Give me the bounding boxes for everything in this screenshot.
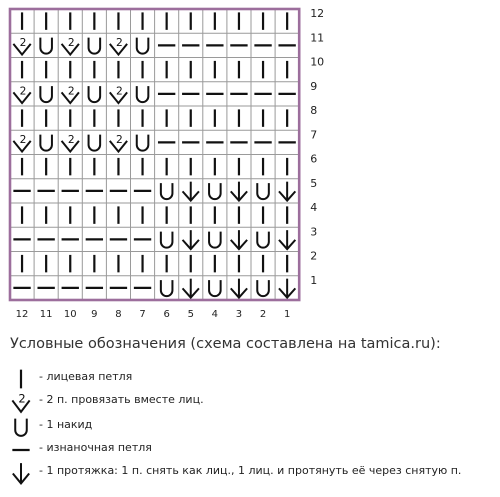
svg-text:2: 2 xyxy=(18,391,26,406)
stitch-skpo-symbol xyxy=(279,230,295,249)
column-number: 5 xyxy=(187,309,194,320)
row-number: 6 xyxy=(310,152,318,166)
column-number: 10 xyxy=(63,309,77,320)
stitch-yo-symbol xyxy=(40,38,52,54)
column-number: 4 xyxy=(211,309,219,320)
legend-item-k2tog xyxy=(9,389,499,411)
legend-item-label: - 1 накид xyxy=(39,418,93,431)
stitch-yo-symbol xyxy=(161,232,173,248)
column-number: 8 xyxy=(115,309,122,320)
stitch-yo-symbol xyxy=(137,135,149,151)
stitch-k2tog-symbol xyxy=(110,133,127,152)
column-number: 9 xyxy=(91,309,98,320)
legend-item-skpo xyxy=(9,460,499,482)
stitch-skpo-symbol xyxy=(231,230,247,249)
row-number: 10 xyxy=(310,55,325,69)
svg-text:2: 2 xyxy=(67,132,75,146)
stitch-skpo-symbol xyxy=(183,230,199,249)
row-number: 7 xyxy=(310,128,318,142)
legend-item-label: - 2 п. провязать вместе лиц. xyxy=(39,393,204,406)
stitch-yo-symbol xyxy=(209,232,221,248)
svg-text:2: 2 xyxy=(116,35,123,49)
row-number: 11 xyxy=(310,31,325,45)
chart-grid xyxy=(10,9,299,300)
stitch-k2tog-symbol xyxy=(110,36,127,55)
column-number: 1 xyxy=(283,309,291,320)
stitch-yo-symbol xyxy=(209,183,221,199)
stitch-yo-symbol xyxy=(257,280,269,296)
stitch-k2tog-symbol xyxy=(110,84,127,103)
row-number: 4 xyxy=(310,201,318,215)
stitch-yo-symbol xyxy=(89,86,101,102)
stitch-skpo-symbol xyxy=(183,182,199,201)
legend-item-label: - лицевая петля xyxy=(39,370,133,383)
row-number: 9 xyxy=(310,79,318,93)
column-number: 11 xyxy=(39,309,53,320)
svg-text:2: 2 xyxy=(67,84,75,98)
stitch-skpo-symbol xyxy=(279,182,295,201)
legend-title: Условные обозначения (схема составлена на tamica.ru): xyxy=(10,336,441,352)
stitch-yo-symbol xyxy=(40,86,52,102)
stitch-yo-symbol xyxy=(40,135,52,151)
legend-item-label: - 1 протяжка: 1 п. снять как лиц., 1 лиц. и протянуть её через снятую п. xyxy=(39,464,462,477)
stitch-k2tog-symbol xyxy=(62,133,79,152)
stitch-skpo-symbol xyxy=(183,279,199,298)
svg-text:2: 2 xyxy=(116,84,123,98)
row-number: 12 xyxy=(310,7,325,21)
stitch-yo-symbol xyxy=(137,38,149,54)
column-number: 12 xyxy=(15,309,29,320)
stitch-k2tog-symbol xyxy=(13,84,30,103)
stitch-yo-symbol xyxy=(257,232,269,248)
stitch-skpo-symbol xyxy=(231,279,247,298)
stitch-yo-symbol xyxy=(257,183,269,199)
column-number: 2 xyxy=(259,309,267,320)
svg-text:2: 2 xyxy=(67,35,75,49)
legend-item-yo xyxy=(9,414,499,436)
row-number: 5 xyxy=(310,176,318,190)
row-number: 1 xyxy=(310,273,318,287)
stitch-skpo-icon xyxy=(9,460,33,486)
stitch-skpo-symbol xyxy=(231,182,247,201)
stitch-skpo-symbol xyxy=(279,279,295,298)
column-number: 6 xyxy=(163,309,170,320)
column-number: 3 xyxy=(235,309,243,320)
stitch-k2tog-symbol xyxy=(62,36,79,55)
row-number: 3 xyxy=(310,225,318,239)
stitch-yo-symbol xyxy=(137,86,149,102)
svg-text:2: 2 xyxy=(19,84,27,98)
svg-text:2: 2 xyxy=(116,132,123,146)
column-number: 7 xyxy=(139,309,146,320)
stitch-yo-symbol xyxy=(161,280,173,296)
stitch-k2tog-symbol xyxy=(13,36,30,55)
svg-text:2: 2 xyxy=(19,35,27,49)
row-number: 2 xyxy=(310,249,318,263)
svg-text:2: 2 xyxy=(19,132,27,146)
stitch-yo-symbol xyxy=(89,38,101,54)
legend-item-purl xyxy=(9,437,499,459)
stitch-k2tog-icon xyxy=(9,389,33,415)
stitch-yo-symbol xyxy=(209,280,221,296)
stitch-k2tog-symbol xyxy=(62,84,79,103)
row-number: 8 xyxy=(310,104,318,118)
legend-item-knit xyxy=(9,366,499,388)
stitch-k2tog-symbol xyxy=(13,133,30,152)
stitch-yo-symbol xyxy=(89,135,101,151)
stitch-yo-symbol xyxy=(161,183,173,199)
legend-item-label: - изнаночная петля xyxy=(39,441,152,454)
